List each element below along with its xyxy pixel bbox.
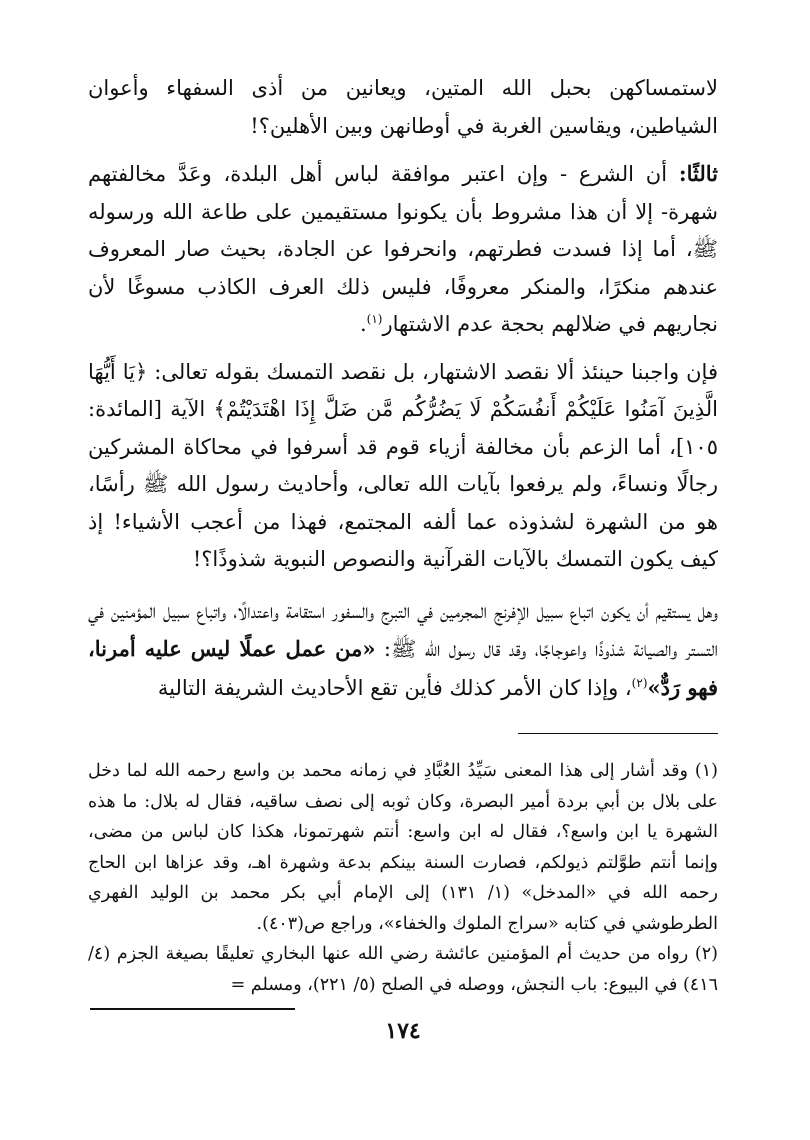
paragraph-2-text: أن الشرع - وإن اعتبر موافقة لباس أهل البلدة، وعَدَّ مخالفتهم شهرة- إلا أن هذا مشروط بأن يكونوا مستقيمين على طاعة الله ورسوله ﷺ، أما إذا فسدت فطرتهم، وانحرفوا عن الجادة، بحيث صار المعروف عندهم منكرًا، والمنكر معروفًا، فليس ذلك العرف الكاذب مسوغًا لأن نجاريهم في ضلالهم بحجة عدم الاشتهار [88, 162, 718, 336]
footnote-2: (٢) رواه من حديث أم المؤمنين عائشة رضي الله عنها البخاري تعليقًا بصيغة الجزم (٤/ ٤١٦) في البيوع: باب النجش، ووصله في الصلح (٥/ ٢٢١)، ومسلم = [88, 944, 718, 995]
paragraph-4 [88, 593, 718, 708]
paragraph-3: فإن واجبنا حينئذ ألا نقصد الاشتهار، بل نقصد التمسك بقوله تعالى: ﴿يَا أَيُّهَا الَّذِينَ آمَنُوا عَلَيْكُمْ أَنفُسَكُمْ لَا يَضُرُّكُم مَّن ضَلَّ إِذَا اهْتَدَيْتُمْ﴾ الآية [المائدة: ١٠٥]، أما الزعم بأن مخالفة أزياء قوم قد أسرفوا في محاكاة المشركين رجالًا ونساءً، ولم يرفعوا بآيات الله تعالى، وأحاديث رسول الله ﷺ رأسًا، هو من الشهرة لشذوذه عما ألفه المجتمع، فهذا من أعجب الأشياء! إذ كيف يكون التمسك بالآيات القرآنية والنصوص النبوية شذوذًا؟! [88, 359, 718, 571]
page-number: ١٧٤ [385, 1018, 421, 1044]
footnote-ref-2: (٢) [631, 675, 648, 690]
footnote-ref-1: (١) [366, 312, 383, 326]
footnotes [88, 756, 718, 1000]
paragraph-4-text-b: ، وإذا كان الأمر كذلك فأين تقع الأحاديث الشريفة التالية [157, 675, 632, 700]
bottom-rule [90, 1008, 295, 1010]
main-text [88, 70, 718, 707]
footnote-separator [518, 733, 718, 734]
paragraph-2 [88, 155, 718, 344]
paragraph-4-text-a: وهل يستقيم أن يكون اتباع سبيل الإفرنج المجرمين في التبرج والسفور استقامة واعتدالًا، واتباع سبيل المؤمنين في التستر والصيانة شذوذًا واعوجاجًا، وقد قال رسول الله ﷺ: [88, 598, 718, 661]
paragraph-2-label: ثالثًا: [678, 161, 718, 186]
footnote-1: (١) وقد أشار إلى هذا المعنى سَيِّدُ العُبَّادِ في زمانه محمد بن واسع رحمه الله لما دخل على بلال بن أبي بردة أمير البصرة، وكان ثوبه إلى نصف ساقيه، فقال له بلال: ما هذه الشهرة يا ابن واسع؟، فقال له ابن واسع: أنتم شهرتمونا، هكذا كان لباس من مضى، وإنما أنتم طوَّلتم ذيولكم، فصارت السنة بينكم بدعة وشهرة اهـ، وقد عزاها ابن الحاج رحمه الله في «المدخل» (١/ ١٣١) إلى الإمام أبي بكر محمد بن الوليد الفهري الطرطوشي في كتابه «سراج الملوك والخفاء»، وراجع ص(٤٠٣). [88, 761, 718, 934]
hadith-quote: «من عمل عملًا ليس عليه أمرنا، فهو رَدٌّ» [88, 636, 718, 700]
paragraph-2-end: . [359, 312, 367, 336]
paragraph-1: لاستمساكهن بحبل الله المتين، ويعانين من أذى السفهاء وأعوان الشياطين، ويقاسين الغربة في أوطانهن وبين الأهلين؟! [88, 76, 718, 138]
